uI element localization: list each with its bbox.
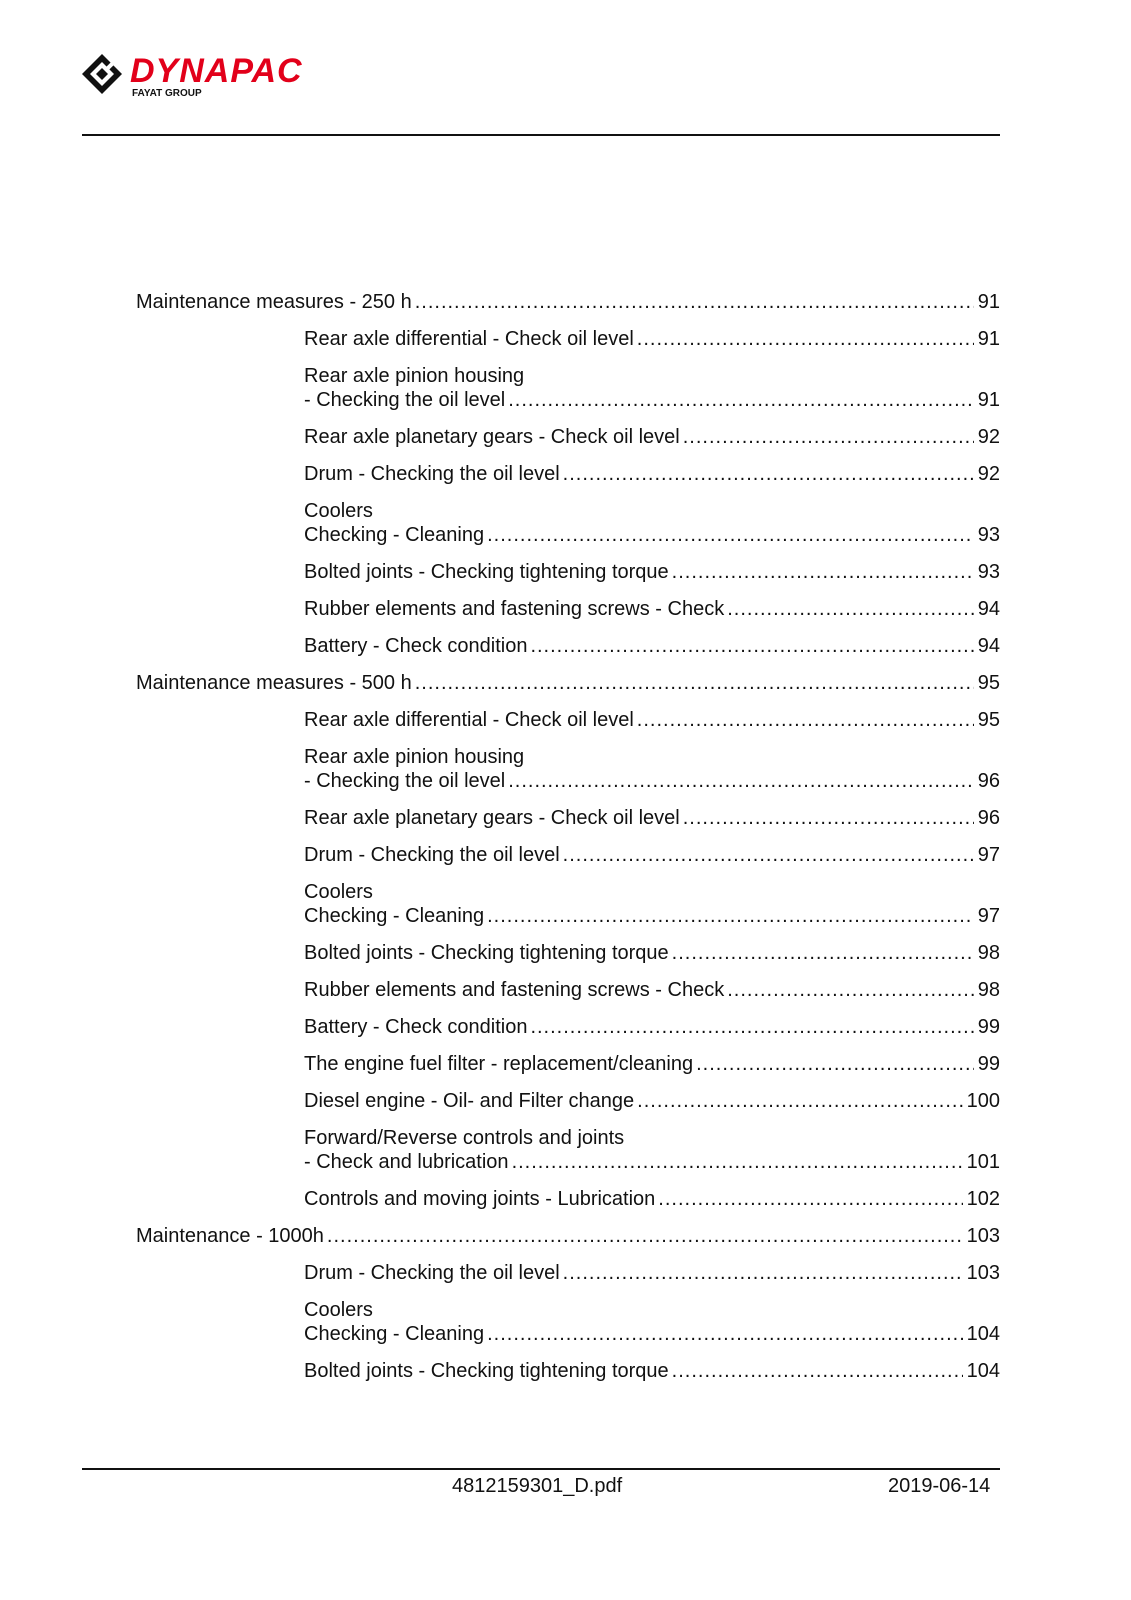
dot-leader <box>487 1322 963 1346</box>
toc-entry[interactable] <box>304 1359 1000 1383</box>
toc-entry-title: Maintenance measures - 500 h <box>136 672 412 694</box>
toc-entry-row <box>304 597 1000 621</box>
toc-entry-title: Bolted joints - Checking tightening torque <box>304 561 669 583</box>
dot-leader <box>327 1224 963 1248</box>
toc-entry[interactable] <box>304 499 1000 547</box>
toc-entry[interactable] <box>304 708 1000 732</box>
toc-entry-title: Checking - Cleaning <box>304 1323 485 1345</box>
toc-entry[interactable] <box>304 597 1000 621</box>
toc-page-number: 95 <box>977 709 1000 731</box>
toc-entry-title: Maintenance measures - 250 h <box>136 291 412 313</box>
toc-entry-title: Controls and moving joints - Lubrication <box>304 1188 656 1210</box>
toc-entry-row <box>304 560 1000 584</box>
toc-entry-row <box>304 1261 1000 1285</box>
toc-entry-title: Forward/Reverse controls and joints <box>304 1127 625 1149</box>
toc-entry-title: Coolers <box>304 500 373 522</box>
toc-entry-row <box>136 671 1000 695</box>
toc-entry-row <box>304 708 1000 732</box>
toc-page-number: 103 <box>966 1225 1000 1247</box>
dot-leader <box>487 523 974 547</box>
toc-page-number: 104 <box>966 1323 1000 1345</box>
dot-leader <box>672 1359 963 1383</box>
dot-leader <box>530 1015 973 1039</box>
dot-leader <box>637 327 974 351</box>
toc-page-number: 93 <box>977 524 1000 546</box>
toc-entry[interactable] <box>304 1261 1000 1285</box>
dot-leader <box>658 1187 962 1211</box>
toc-entry-title: Checking - Cleaning <box>304 524 485 546</box>
toc-entry-title: Drum - Checking the oil level <box>304 844 560 866</box>
toc-entry-title: Maintenance - 1000h <box>136 1225 324 1247</box>
toc-entry[interactable] <box>304 1015 1000 1039</box>
toc-entry-title: - Checking the oil level <box>304 770 506 792</box>
dot-leader <box>508 388 974 412</box>
toc-entry[interactable] <box>304 1089 1000 1113</box>
toc-entry[interactable] <box>304 745 1000 793</box>
toc-entry-row <box>304 1187 1000 1211</box>
toc-entry[interactable] <box>136 290 1000 314</box>
toc-entry-title: Rubber elements and fastening screws - Check <box>304 979 725 1001</box>
toc-entry-title: Bolted joints - Checking tightening torque <box>304 1360 669 1382</box>
dot-leader <box>727 978 974 1002</box>
toc-page-number: 99 <box>977 1016 1000 1038</box>
toc-entry[interactable] <box>304 843 1000 867</box>
footer-date: 2019-06-14 <box>888 1475 991 1497</box>
dot-leader <box>563 462 974 486</box>
dot-leader <box>508 769 974 793</box>
toc-entry-title: Coolers <box>304 881 373 903</box>
dot-leader <box>672 941 974 965</box>
toc-entry-row <box>304 904 1000 928</box>
toc-entry-row <box>304 978 1000 1002</box>
dynapac-diamond-icon <box>80 52 124 96</box>
toc-entry-row <box>136 290 1000 314</box>
toc-entry-row <box>304 941 1000 965</box>
toc-entry-title: The engine fuel filter - replacement/cleaning <box>304 1053 694 1075</box>
toc-entry[interactable] <box>304 978 1000 1002</box>
toc-entry-row <box>304 462 1000 486</box>
toc-entry-row <box>304 1322 1000 1346</box>
toc-page-number: 93 <box>977 561 1000 583</box>
dot-leader <box>683 806 974 830</box>
dot-leader <box>530 634 973 658</box>
dot-leader <box>512 1150 963 1174</box>
toc-page-number: 100 <box>966 1090 1000 1112</box>
toc-page-number: 91 <box>977 291 1000 313</box>
toc-entry-title: Rubber elements and fastening screws - Check <box>304 598 725 620</box>
brand-name: DYNAPAC <box>130 52 303 90</box>
toc-entry[interactable] <box>304 1187 1000 1211</box>
toc-page-number: 92 <box>977 426 1000 448</box>
dot-leader <box>683 425 974 449</box>
toc-entry-title: - Checking the oil level <box>304 389 506 411</box>
dot-leader <box>637 1089 962 1113</box>
toc-page-number: 104 <box>966 1360 1000 1382</box>
toc-entry-title: Rear axle differential - Check oil level <box>304 328 634 350</box>
toc-page-number: 94 <box>977 635 1000 657</box>
toc-page-number: 101 <box>966 1151 1000 1173</box>
toc-entry-title: Bolted joints - Checking tightening torque <box>304 942 669 964</box>
toc-entry[interactable] <box>304 880 1000 928</box>
toc-entry-row <box>304 1052 1000 1076</box>
dot-leader <box>415 671 974 695</box>
toc-entry-title: - Check and lubrication <box>304 1151 509 1173</box>
toc-page-number: 99 <box>977 1053 1000 1075</box>
toc-entry-title: Drum - Checking the oil level <box>304 463 560 485</box>
toc-entry[interactable] <box>304 634 1000 658</box>
dot-leader <box>415 290 974 314</box>
toc-entry-row <box>304 1150 1000 1174</box>
toc-entry-row <box>304 843 1000 867</box>
toc-entry[interactable] <box>304 560 1000 584</box>
toc-entry[interactable] <box>304 327 1000 351</box>
brand-subtitle: FAYAT GROUP <box>132 88 202 99</box>
toc-entry[interactable] <box>304 364 1000 412</box>
toc-entry-title: Coolers <box>304 1299 373 1321</box>
toc-page-number: 91 <box>977 389 1000 411</box>
toc-entry[interactable] <box>304 425 1000 449</box>
dot-leader <box>696 1052 974 1076</box>
toc-entry-row <box>304 1359 1000 1383</box>
table-of-contents <box>136 290 1000 1396</box>
toc-entry-title: Drum - Checking the oil level <box>304 1262 560 1284</box>
toc-entry-title: Diesel engine - Oil- and Filter change <box>304 1090 635 1112</box>
toc-page-number: 96 <box>977 807 1000 829</box>
toc-entry-title: Rear axle planetary gears - Check oil level <box>304 807 680 829</box>
toc-entry-row <box>136 1224 1000 1248</box>
toc-entry[interactable] <box>136 1224 1000 1248</box>
toc-entry[interactable] <box>304 1126 1000 1174</box>
toc-entry[interactable] <box>304 806 1000 830</box>
toc-page-number: 92 <box>977 463 1000 485</box>
toc-entry[interactable] <box>304 462 1000 486</box>
toc-page-number: 98 <box>977 979 1000 1001</box>
toc-entry-row <box>304 806 1000 830</box>
toc-page-number: 94 <box>977 598 1000 620</box>
dot-leader <box>563 843 974 867</box>
toc-entry-row <box>304 1015 1000 1039</box>
toc-page-number: 97 <box>977 905 1000 927</box>
toc-entry[interactable] <box>304 1298 1000 1346</box>
toc-entry[interactable] <box>304 941 1000 965</box>
dot-leader <box>672 560 974 584</box>
toc-entry-row <box>304 425 1000 449</box>
toc-entry-title: Rear axle planetary gears - Check oil level <box>304 426 680 448</box>
toc-entry-title: Rear axle differential - Check oil level <box>304 709 634 731</box>
toc-entry-title: Battery - Check condition <box>304 635 528 657</box>
toc-page-number: 91 <box>977 328 1000 350</box>
toc-entry-row <box>304 388 1000 412</box>
dot-leader <box>727 597 974 621</box>
toc-entry-row <box>304 634 1000 658</box>
footer-filename: 4812159301_D.pdf <box>452 1475 623 1497</box>
toc-entry-row <box>304 327 1000 351</box>
dot-leader <box>487 904 974 928</box>
toc-page-number: 102 <box>966 1188 1000 1210</box>
toc-entry-title: Rear axle pinion housing <box>304 365 525 387</box>
toc-entry[interactable] <box>136 671 1000 695</box>
toc-entry-row <box>304 769 1000 793</box>
toc-entry-title: Rear axle pinion housing <box>304 746 525 768</box>
header-divider <box>82 134 1000 136</box>
footer-divider <box>82 1468 1000 1470</box>
toc-entry-row <box>304 523 1000 547</box>
toc-page-number: 95 <box>977 672 1000 694</box>
toc-page-number: 97 <box>977 844 1000 866</box>
toc-page-number: 98 <box>977 942 1000 964</box>
toc-entry-row <box>304 1089 1000 1113</box>
toc-page-number: 103 <box>966 1262 1000 1284</box>
toc-page-number: 96 <box>977 770 1000 792</box>
toc-entry[interactable] <box>304 1052 1000 1076</box>
toc-entry-title: Checking - Cleaning <box>304 905 485 927</box>
toc-entry-title: Battery - Check condition <box>304 1016 528 1038</box>
dot-leader <box>563 1261 963 1285</box>
dot-leader <box>637 708 974 732</box>
